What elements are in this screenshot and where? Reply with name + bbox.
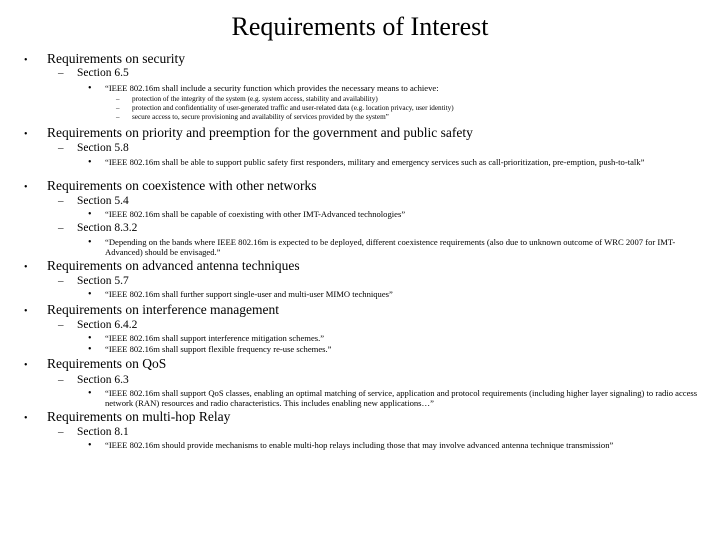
subsection-label: Section 5.4 (77, 195, 129, 207)
section-heading: Requirements on advanced antenna techniques (47, 258, 300, 273)
subsection-label: Section 6.5 (77, 67, 129, 79)
dash-icon: – (58, 195, 64, 207)
quote-text: “IEEE 802.16m should provide mechanisms to enable multi-hop relays including those that may involve advanced antenna technique transmission” (105, 440, 614, 450)
subsection-label: Section 8.1 (77, 426, 129, 438)
bullet-icon: • (88, 344, 92, 355)
quote-text: “IEEE 802.16m shall be capable of coexisting with other IMT-Advanced technologies” (105, 209, 406, 219)
quote-text: “IEEE 802.16m shall be able to support public safety first responders, military and emergency services such as call-prioritization, pre-emption, push-to-talk” (105, 157, 645, 167)
quote-text: “IEEE 802.16m shall support interference mitigation schemes.” (105, 333, 325, 343)
dash-icon: – (58, 275, 64, 287)
section-heading: Requirements on QoS (47, 356, 167, 371)
subsection-label: Section 8.3.2 (77, 222, 138, 234)
section-heading: Requirements on priority and preemption for the government and public safety (47, 125, 473, 140)
section-heading: Requirements on multi-hop Relay (47, 409, 231, 424)
dash-icon: – (58, 426, 64, 438)
bullet-icon: • (24, 360, 28, 371)
bullet-icon: • (88, 237, 92, 248)
bullet-icon: • (88, 83, 92, 94)
dash-icon: – (58, 374, 64, 386)
dash-icon: – (58, 67, 64, 79)
section-heading: Requirements on interference management (47, 302, 280, 317)
list-item: secure access to, secure provisioning and availability of services provided by the system” (132, 113, 389, 121)
bullet-icon: • (88, 440, 92, 451)
dash-icon: – (116, 95, 120, 103)
section-heading: Requirements on security (47, 51, 185, 66)
bullet-icon: • (88, 289, 92, 300)
subsection-label: Section 5.8 (77, 142, 129, 154)
subsection-label: Section 6.4.2 (77, 319, 138, 331)
bullet-icon: • (88, 388, 92, 399)
quote-text: “IEEE 802.16m shall include a security function which provides the necessary means to achieve: (105, 83, 439, 93)
dash-icon: – (116, 104, 120, 112)
section-heading: Requirements on coexistence with other networks (47, 178, 317, 193)
subsection-label: Section 5.7 (77, 275, 129, 287)
quote-text: “Depending on the bands where IEEE 802.16m is expected to be deployed, different coexistence requirements (also due to unknown outcome of WRC 2007 for IMT-Advanced) should be envisaged.” (105, 237, 676, 257)
list-item: protection and confidentiality of user-generated traffic and user-related data (e.g. location privacy, user identity) (132, 104, 454, 112)
list-item: protection of the integrity of the system (e.g. system access, stability and availability) (132, 95, 378, 103)
bullet-icon: • (24, 262, 28, 273)
dash-icon: – (116, 113, 120, 121)
bullet-icon: • (24, 129, 28, 140)
dash-icon: – (58, 222, 64, 234)
quote-text: “IEEE 802.16m shall support flexible frequency re-use schemes.” (105, 344, 332, 354)
quote-text: “IEEE 802.16m shall further support single-user and multi-user MIMO techniques” (105, 289, 393, 299)
dash-icon: – (58, 142, 64, 154)
quote-text: “IEEE 802.16m shall support QoS classes, enabling an optimal matching of service, application and protocol requirements (including higher layer signaling) to radio access network (RAN) resources and radio characteristics. This includes enabling new applications…” (105, 388, 698, 408)
bullet-icon: • (88, 157, 92, 168)
subsection-label: Section 6.3 (77, 374, 129, 386)
bullet-icon: • (24, 182, 28, 193)
bullet-icon: • (88, 209, 92, 220)
slide-title: Requirements of Interest (231, 12, 489, 41)
dash-icon: – (58, 319, 64, 331)
bullet-icon: • (24, 413, 28, 424)
bullet-icon: • (88, 333, 92, 344)
bullet-icon: • (24, 55, 28, 66)
bullet-icon: • (24, 306, 28, 317)
